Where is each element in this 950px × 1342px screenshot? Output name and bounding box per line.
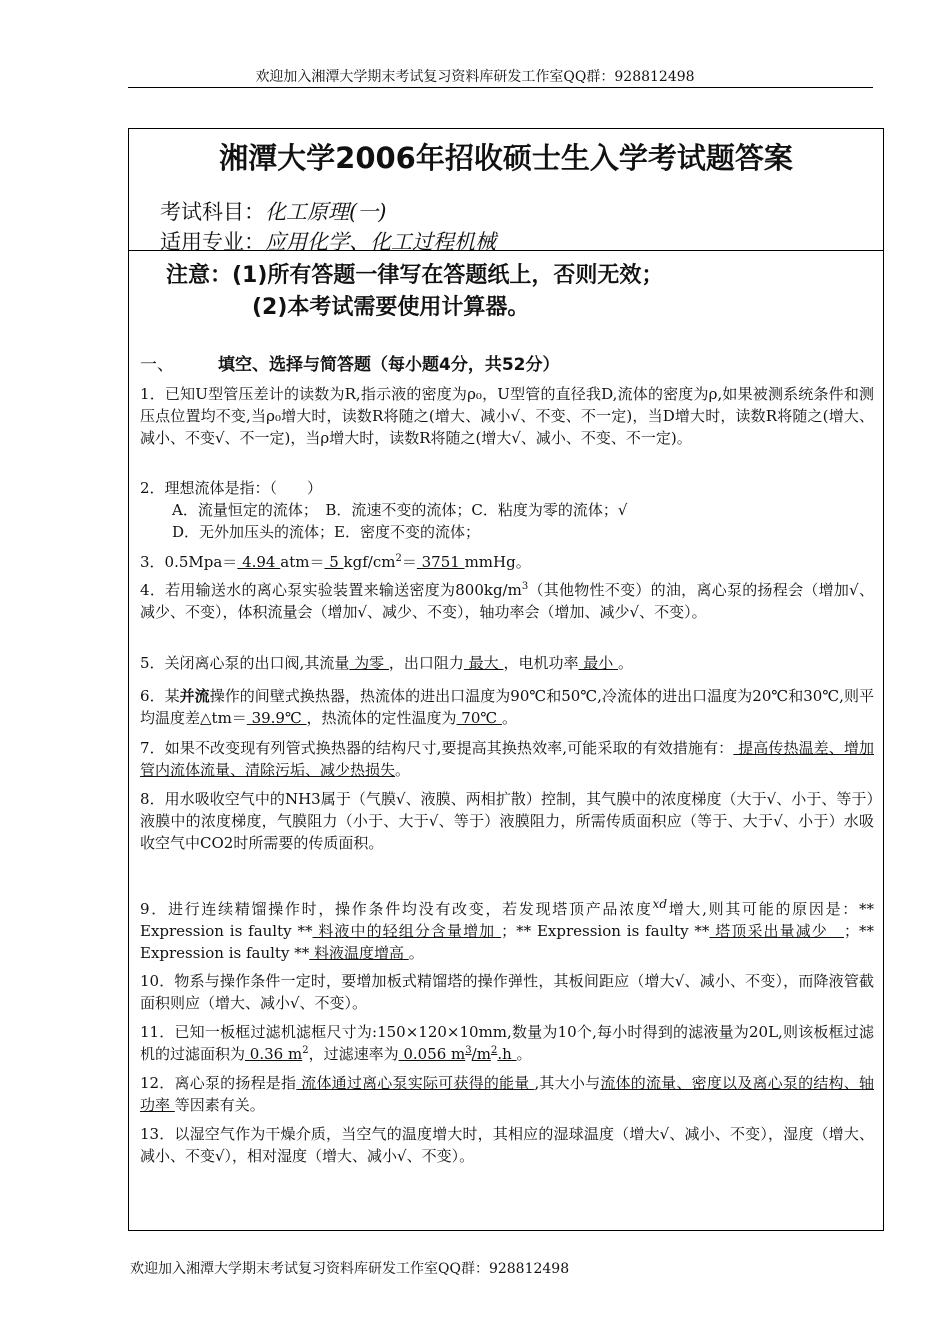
q11-text: 11．已知一板框过滤机滤框尺寸为:150×120×10mm,数量为10个,每小时得到的滤液量为20L,则该板框过滤机的过滤面积为 (140, 1023, 874, 1063)
q9-text: 。 (408, 944, 424, 962)
q6-text: 6．某 (140, 687, 180, 705)
section-number: 一、 (140, 355, 174, 375)
q9-answer-1: 料液中的轻组分含量增加 (312, 922, 502, 940)
q4-text: 4．若用输送水的离心泵实验装置来输送密度为800kg/m (140, 581, 522, 599)
q11-superscript: 3 (465, 1045, 472, 1056)
question-12 (140, 1072, 874, 1116)
header-divider (128, 87, 873, 88)
applicable-major (160, 226, 496, 256)
q11-answer-area: 0.36 m (245, 1045, 303, 1063)
q3-text: 3．0.5Mpa＝ (140, 553, 238, 571)
applicable-major-value: 应用化学、化工过程机械 (265, 230, 496, 254)
q12-answer-1: 流体通过离心泵实际可获得的能量 (296, 1074, 535, 1092)
q3-text: atm＝ (280, 553, 325, 571)
question-4 (140, 579, 874, 623)
question-8: 8．用水吸收空气中的NH3属于（气膜√、液膜、两相扩散）控制，其气膜中的浓度梯度（大于√、小于、等于）液膜中的浓度梯度，气膜阻力（小于、大于√、等于）液膜阻力，所需传质面积应（等于、大于√、小于）水吸收空气中CO2时所需要的传质面积。 (140, 790, 874, 852)
q6-answer-tm: 39.9℃ (246, 709, 307, 727)
question-1: 1．已知U型管压差计的读数为R,指示液的密度为ρ₀，U型管的直径我D,流体的密度为ρ,如果被测系统条件和测压点位置均不变,当ρ₀增大时，读数R将随之(增大、减小√、不变、不一定)，当D增大时，读数R将随之(增大、减小、不变√、不一定)，当ρ增大时，读数R将随之(增大√、减小、不变、不一定)。 (140, 385, 874, 447)
q11-text: ，过滤速率为 (308, 1045, 399, 1063)
q3-answer-mmhg: 3751 (416, 553, 465, 571)
notice-line-1: 注意：(1)所有答题一律写在答题纸上，否则无效； (166, 263, 664, 288)
q5-answer-flow: 为零 (349, 654, 389, 672)
section-heading (140, 350, 560, 375)
q3-answer-kgf: 5 (324, 553, 344, 571)
question-2-options-2: D．无外加压头的流体；E．密度不变的流体； (172, 523, 480, 541)
question-9 (140, 898, 874, 964)
q6-bold-term: 并流 (179, 687, 210, 705)
q5-text: ，电机功率 (503, 654, 579, 672)
applicable-major-label: 适用专业： (160, 230, 265, 254)
q12-text: 等因素有关。 (174, 1096, 265, 1114)
q6-text: 。 (501, 709, 517, 727)
q7-text: 。 (395, 761, 411, 779)
q5-text: 。 (618, 654, 634, 672)
q11-answer-rate: 0.056 m (398, 1045, 466, 1063)
document-title: 湘潭大学2006年招收硕士生入学考试题答案 (219, 141, 793, 175)
q4-text: （其他物性不变）的油，离心泵的扬程会（增加√、减少、不变），体积流量会（增加√、减少、不变），轴功率会（增加、减少√、不变）。 (140, 581, 874, 621)
q3-answer-atm: 4.94 (237, 553, 281, 571)
q3-superscript: 2 (395, 553, 402, 564)
q11-superscript: 2 (490, 1045, 498, 1056)
q5-text: ，出口阻力 (388, 654, 464, 672)
page-footer: 欢迎加入湘潭大学期末考试复习资料库研发工作室QQ群：928812498 (130, 1261, 570, 1277)
q4-superscript: 3 (521, 581, 529, 592)
question-10: 10．物系与操作条件一定时，要增加板式精馏塔的操作弹性，其板间距应（增大√、减小、不变），而降液管截面积则应（增大、减小√、不变）。 (140, 972, 874, 1012)
q11-answer-rate: .h (497, 1045, 517, 1063)
question-2 (140, 477, 874, 543)
q5-text: 5．关闭离心泵的出口阀,其流量 (140, 654, 350, 672)
q9-text: 9．进行连续精馏操作时，操作条件均没有改变，若发现塔顶产品浓度 (140, 900, 653, 918)
q3-text: mmHg。 (464, 553, 531, 571)
section-title: 填空、选择与简答题（每小题4分，共52分） (218, 355, 560, 375)
notice-line-2: (2)本考试需要使用计算器。 (252, 295, 530, 320)
q7-answer: 提高传热温差、增加管内流体流量、清除污垢、减少热损失 (140, 739, 874, 779)
q6-text: ，热流体的定性温度为 (306, 709, 457, 727)
question-6 (140, 685, 874, 729)
q3-text: ＝ (401, 553, 417, 571)
q9-text: ；** Expression is faulty ** (140, 922, 874, 962)
question-7 (140, 737, 874, 781)
page-header: 欢迎加入湘潭大学期末考试复习资料库研发工作室QQ群：928812498 (255, 69, 695, 85)
q11-superscript: 2 (302, 1045, 309, 1056)
q11-answer-rate: /m (471, 1045, 491, 1063)
q9-text: 增大,则其可能的原因是：** Expression is faulty ** (140, 900, 874, 940)
q9-answer-2: 塔顶采出量减少 (709, 922, 844, 940)
question-13: 13．以湿空气作为干燥介质，当空气的温度增大时，其相应的湿球温度（增大√、减小、不变），湿度（增大、减小、不变√），相对湿度（增大、减小√、不变）。 (140, 1125, 874, 1165)
q9-symbol-xd: xd (652, 897, 667, 911)
q7-text: 7．如果不改变现有列管式换热器的结构尺寸,要提高其换热效率,可能采取的有效措施有： (140, 739, 734, 757)
q5-answer-resistance: 最大 (463, 654, 504, 672)
exam-subject-value: 化工原理(一) (265, 200, 387, 224)
question-2-options-1: A．流量恒定的流体； B．流速不变的流体；C．粘度为零的流体；√ (172, 501, 628, 519)
q3-text: kgf/cm (343, 553, 396, 571)
question-11 (140, 1021, 874, 1065)
q6-answer-temp: 70℃ (456, 709, 502, 727)
q9-answer-3: 料液温度增高 (309, 944, 409, 962)
exam-subject (160, 196, 386, 226)
q6-text: 操作的间壁式换热器，热流体的进出口温度为90℃和50℃,冷流体的进出口温度为20℃和30℃,则平均温度差△tm＝ (140, 687, 874, 727)
q12-text: ,其大小与 (534, 1074, 601, 1092)
question-2-stem: 2．理想流体是指：（ ） (140, 479, 323, 497)
q11-text: 。 (516, 1045, 532, 1063)
q12-answer-2: 流体的流量、密度以及离心泵的结构、轴功率 (140, 1074, 874, 1114)
question-5 (140, 652, 874, 674)
exam-subject-label: 考试科目： (160, 200, 265, 224)
q12-text: 12．离心泵的扬程是指 (140, 1074, 297, 1092)
q9-text: ；** Expression is faulty ** (501, 922, 710, 940)
q5-answer-power: 最小 (578, 654, 618, 672)
question-3 (140, 551, 874, 573)
